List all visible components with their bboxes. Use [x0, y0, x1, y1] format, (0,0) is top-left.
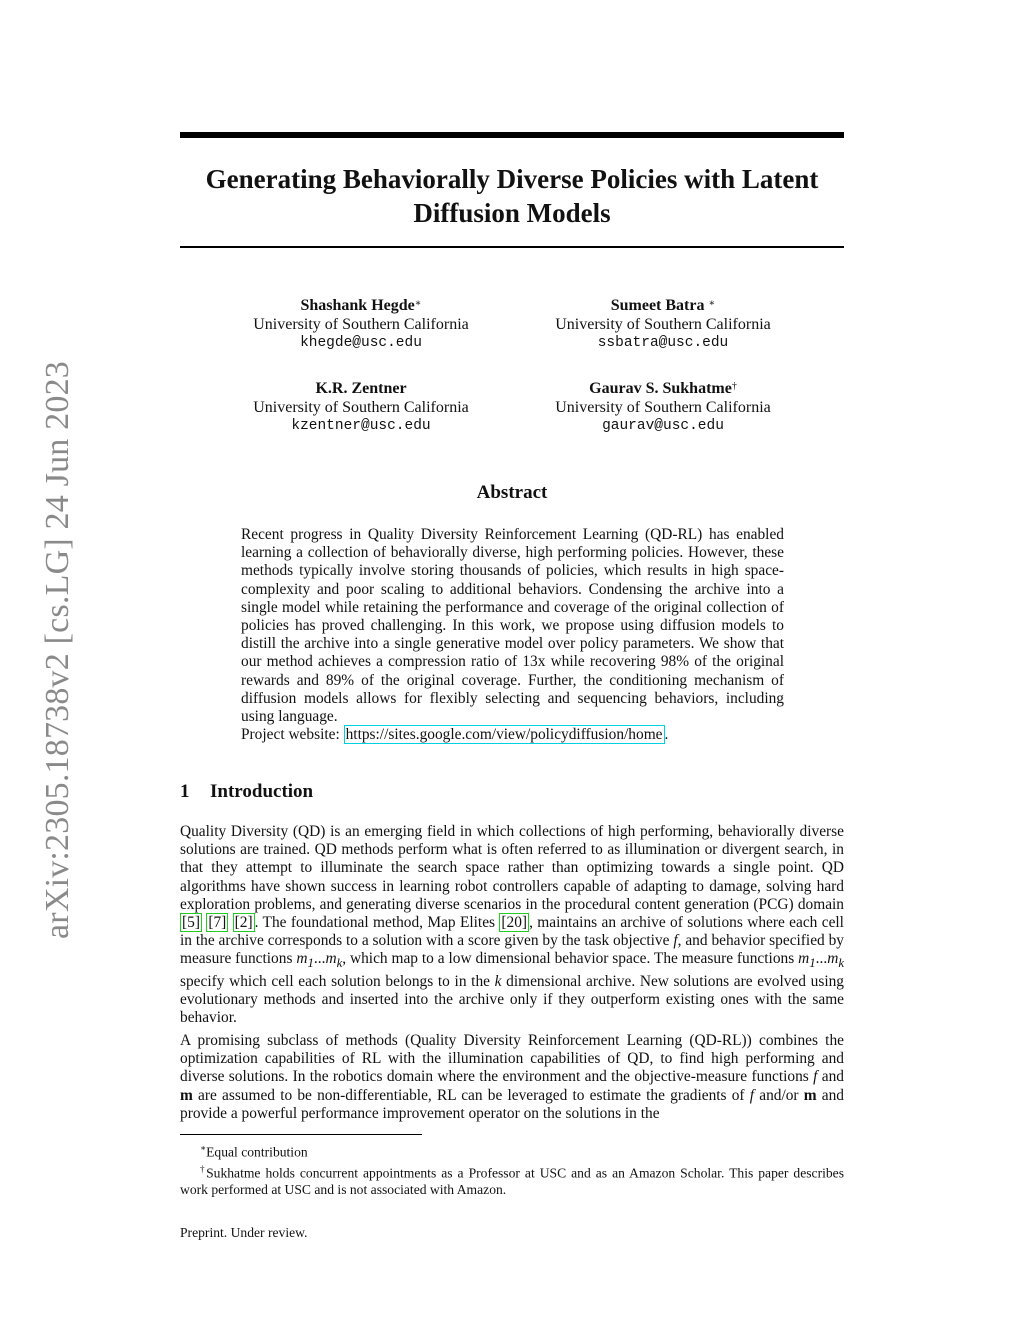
math-m-bold: m: [180, 1086, 193, 1104]
author-affiliation: University of Southern California: [555, 399, 771, 416]
author-affiliation: University of Southern California: [253, 316, 469, 333]
abstract-heading: Abstract: [476, 482, 548, 503]
preprint-notice: Preprint. Under review.: [180, 1225, 308, 1240]
citation-link[interactable]: [7]: [208, 914, 227, 932]
math-m1: $m_1$: [296, 950, 314, 971]
author-block-hegde: [211, 296, 511, 353]
math-mk: $m_k$: [325, 950, 343, 971]
author-email[interactable]: kzentner@usc.edu: [291, 418, 431, 434]
author-email[interactable]: khegde@usc.edu: [300, 335, 422, 351]
title-bottom-rule: [180, 246, 844, 248]
title-top-rule: [180, 132, 844, 138]
paper-title: Generating Behaviorally Diverse Policies with Latent Diffusion Models: [205, 164, 819, 228]
footnote-sukhatme: †Sukhatme holds concurrent appointments as a Professor at USC and as an Amazon Scholar. This paper describes work performed at USC and is not associated with Amazon.: [180, 1163, 845, 1198]
math-m1: $m_1$: [798, 950, 816, 971]
abstract-body: [241, 526, 784, 744]
math-m-bold: m: [803, 1086, 817, 1104]
intro-paragraph-2: A promising subclass of methods (Quality Diversity Reinforcement Learning (QD-RL)) combines the optimization capabilities of RL with the illumination capabilities of QD, to find high performing and diverse solutions. In the robotics domain where the environment and the objective-measure functions f and m are assumed to be non-differentiable, RL can be leveraged to estimate the gradients of f and/or m and provide a powerful performance improvement operator on the solutions in the: [180, 1032, 844, 1122]
author-affiliation: University of Southern California: [555, 316, 771, 333]
author-block-sukhatme: [513, 379, 813, 436]
math-f: f: [749, 1086, 755, 1104]
math-mk: $m_k$: [827, 950, 845, 971]
citation-link[interactable]: [20]: [501, 914, 528, 932]
citation-link[interactable]: [5]: [182, 914, 200, 932]
abstract-text: Recent progress in Quality Diversity Reinforcement Learning (QD-RL) has enabled learning a collection of behaviorally diverse, high performing policies. However, these methods typically involve storing thousands of policies, which results in high space-complexity and poor scaling to additional behaviors. Condensing the archive into a single model while retaining the performance and coverage of the original collection of policies has proved challenging. In this work, we propose using diffusion models to distill the archive into a single generative model over policy parameters. We show that our method achieves a compression ratio of 13x while recovering 98% of the original rewards and 89% of the original coverage. Further, the conditioning mechanism of diffusion models allows for flexibly selecting and sequencing behaviors, including using language.: [241, 526, 784, 726]
footnote-equal-contribution: ∗Equal contribution: [200, 1143, 308, 1160]
project-website-link[interactable]: https://sites.google.com/view/policydiffusion/home: [345, 726, 663, 744]
section-number: 1: [180, 781, 190, 802]
math-k: k: [494, 972, 502, 990]
author-email[interactable]: gaurav@usc.edu: [602, 418, 724, 434]
footnotes: [180, 1140, 844, 1198]
author-name: Shashank Hegde∗: [300, 297, 422, 314]
author-block-batra: [513, 296, 813, 353]
math-f: f: [673, 932, 678, 950]
author-block-zentner: [211, 379, 511, 436]
footnote-rule: [180, 1134, 422, 1135]
math-f: f: [813, 1068, 818, 1086]
project-website-line: Project website: https://sites.google.com/view/policydiffusion/home .: [241, 726, 669, 744]
author-email[interactable]: ssbatra@usc.edu: [597, 335, 729, 351]
intro-paragraph-1: Quality Diversity (QD) is an emerging field in which collections of high performing, behaviorally diverse solutions are trained. QD methods perform what is often referred to as illumination or divergent search, in that they attempt to illuminate the search space rather than optimizing towards a single point. QD algorithms have shown success in learning robot controllers capable of adapting to damage, solving hard exploration problems, and generating diverse scenarios in the procedural content generation (PCG) domain [5] [7] [2] . The foundational method, Map Elites [20] , maintains an archive of solutions where each cell in the archive corresponds to a solution with a score given by the task objective f, and behavior specified by measure functions $m_1...m_k$, which map to a low dimensional behavior space. The measure functions $m_1...m_k$ specify which cell each solution belongs to in the k dimensional archive. New solutions are evolved using evolutionary methods and inserted into the archive only if they outperform existing ones with the same behavior.: [180, 823, 845, 1027]
author-name: Gaurav S. Sukhatme†: [589, 380, 737, 397]
author-name: Sumeet Batra ∗: [610, 297, 716, 314]
citation-link[interactable]: [2]: [234, 914, 253, 932]
arxiv-identifier: arXiv:2305.18738v2 [cs.LG] 24 Jun 2023: [39, 361, 76, 939]
author-name: K.R. Zentner: [315, 380, 407, 397]
section-title: Introduction: [210, 781, 314, 802]
section-heading-introduction: [180, 781, 313, 803]
author-affiliation: University of Southern California: [253, 399, 469, 416]
